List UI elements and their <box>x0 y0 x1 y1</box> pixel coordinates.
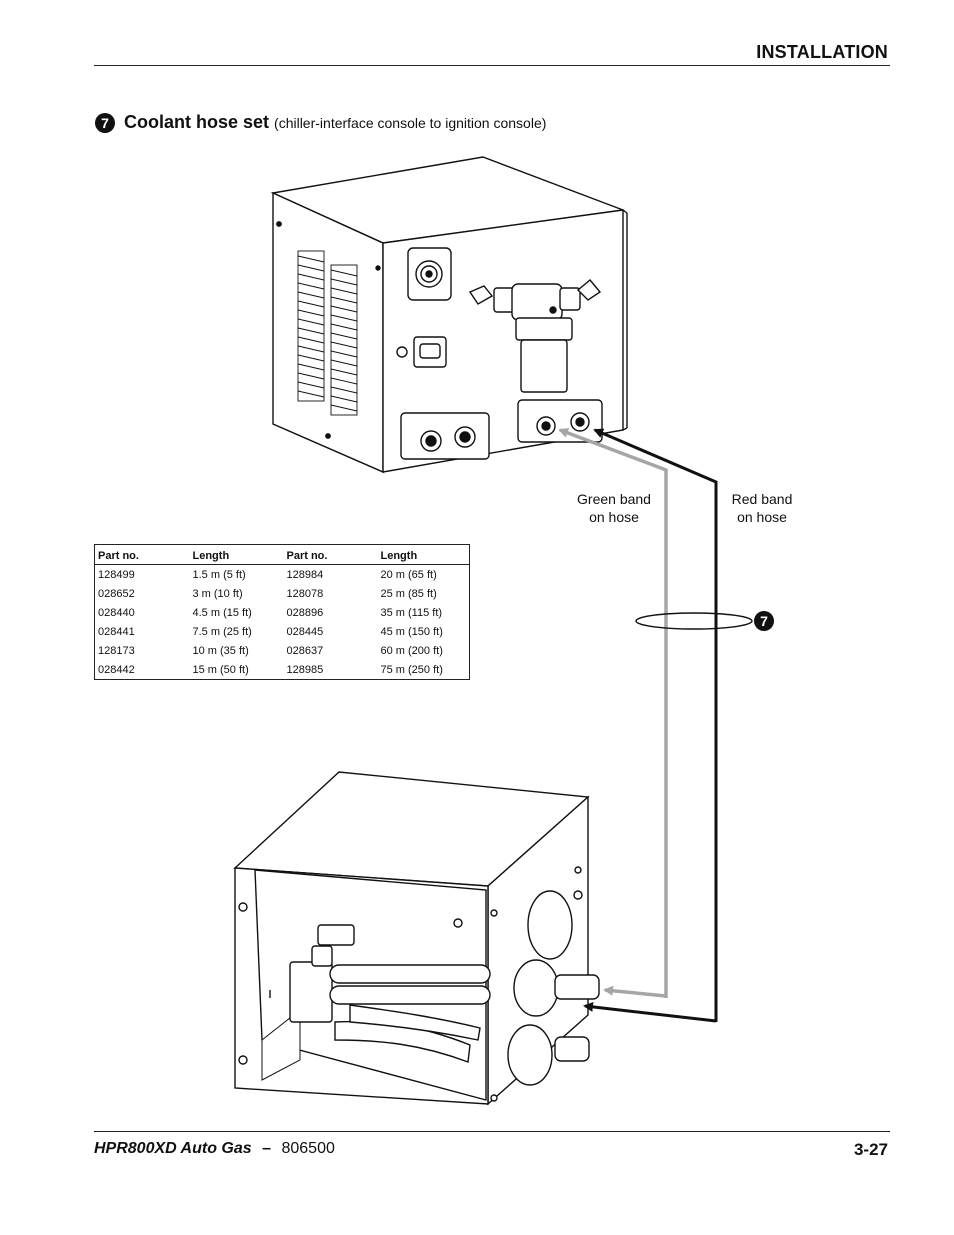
heading-subtitle: (chiller-interface console to ignition console) <box>274 114 547 131</box>
section-title: INSTALLATION <box>756 42 888 62</box>
table-cell: 7.5 m (25 ft) <box>192 625 252 638</box>
table-cell: 45 m (150 ft) <box>380 625 443 638</box>
table-cell: 128984 <box>286 568 324 581</box>
table-header-row <box>95 545 470 565</box>
table-cell: 25 m (85 ft) <box>380 587 437 600</box>
green-band-hose-end <box>605 990 666 996</box>
table-row <box>95 622 470 641</box>
column-header: Part no. <box>95 545 190 565</box>
page-number: 3-27 <box>853 1140 888 1159</box>
table-row <box>95 565 470 585</box>
table-cell: 15 m (50 ft) <box>192 663 249 676</box>
table-cell: 128985 <box>286 663 324 676</box>
table-cell: 128499 <box>98 568 135 581</box>
table-cell: 028652 <box>98 587 135 600</box>
table-row <box>95 641 470 660</box>
bottom-rule <box>94 1131 890 1132</box>
footer-model-line <box>94 1140 335 1158</box>
red-band-label-line2: on hose <box>737 509 787 525</box>
green-band-label-line1: Green band <box>577 491 651 507</box>
table-cell: 128078 <box>286 587 324 600</box>
step-number-badge: 7 <box>95 113 115 133</box>
table-cell: 028445 <box>286 625 324 638</box>
table-cell: 1.5 m (5 ft) <box>192 568 246 581</box>
footer-model: HPR800XD Auto Gas <box>94 1140 252 1157</box>
table-cell: 4.5 m (15 ft) <box>192 606 252 619</box>
table-cell: 028440 <box>98 606 135 619</box>
table-row <box>95 584 470 603</box>
table-cell: 028896 <box>286 606 324 619</box>
footer-doc-number: 806500 <box>281 1140 335 1157</box>
table-cell: 028637 <box>286 644 324 657</box>
table-cell: 028442 <box>98 663 135 676</box>
table-row <box>95 603 470 622</box>
table-cell: 35 m (115 ft) <box>380 606 443 619</box>
part-number-table <box>94 544 470 680</box>
red-band-label-line1: Red band <box>731 491 793 507</box>
table-cell: 20 m (65 ft) <box>380 568 437 581</box>
table-cell: 10 m (35 ft) <box>192 644 249 657</box>
table-cell: 3 m (10 ft) <box>192 587 243 600</box>
heading-title: Coolant hose set <box>124 112 270 132</box>
chiller-interface-console <box>273 157 627 472</box>
column-header: Part no. <box>284 545 378 565</box>
hose-set-number-badge: 7 <box>754 611 774 631</box>
table-cell: 028441 <box>98 625 135 638</box>
column-header: Length <box>190 545 284 565</box>
footer-separator: – <box>262 1140 272 1157</box>
green-band-label-line2: on hose <box>589 509 639 525</box>
table-cell: 128173 <box>98 644 135 657</box>
column-header: Length <box>378 545 470 565</box>
ignition-console <box>235 772 599 1104</box>
red-band-label <box>720 490 804 526</box>
hose-set-callout-ring <box>636 613 752 629</box>
table-cell: 60 m (200 ft) <box>380 644 443 657</box>
green-band-label <box>568 490 660 526</box>
red-band-hose-end <box>585 1006 716 1021</box>
table-row <box>95 660 470 680</box>
table-cell: 75 m (250 ft) <box>380 663 443 676</box>
